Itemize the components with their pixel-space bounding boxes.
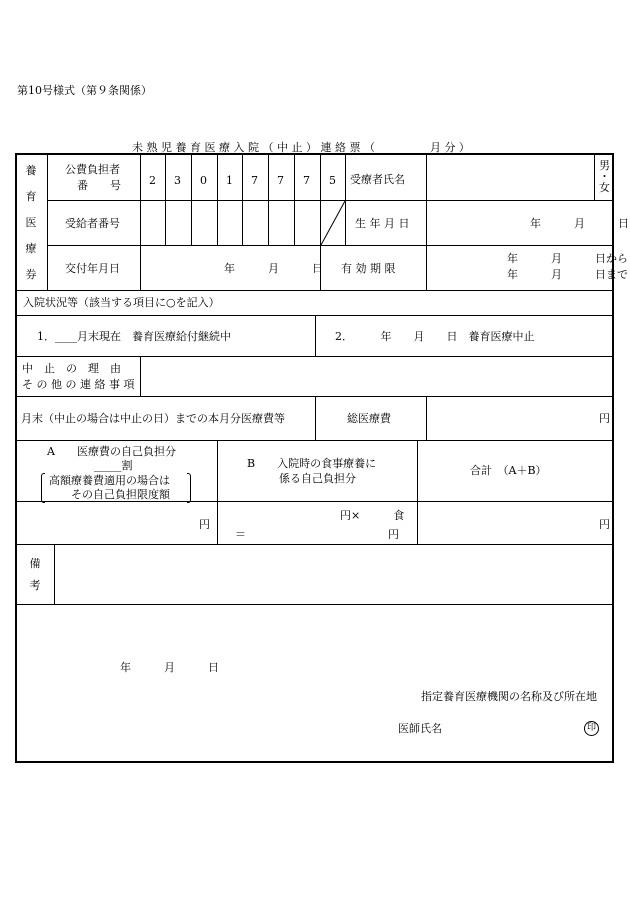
cost-a-ratio: _____割 <box>94 459 133 472</box>
seal-mark: 印 <box>584 721 599 736</box>
institution-label: 指定養育医療機関の名称及び所在地 <box>421 690 597 703</box>
cost-sum-yen: 円 <box>599 518 610 531</box>
discontinuation-reason-label: 中 止 の 理 由 <box>22 362 121 375</box>
sex-separator: ・ <box>599 170 610 183</box>
cost-a-yen: 円 <box>199 518 210 531</box>
bracket-left <box>41 473 45 503</box>
payer-digit-5: 7 <box>251 174 258 187</box>
payer-number-label: 公費負担者 <box>65 163 120 176</box>
patient-name-label: 受療者氏名 <box>350 173 405 186</box>
admission-status-heading: 入院状況等（該当する項目に○を記入） <box>23 296 220 309</box>
ticket-label-char-1: 養 <box>25 164 37 177</box>
option-continuing: 1．____月末現在 養育医療給付継続中 <box>37 330 231 343</box>
payer-digit-7: 7 <box>303 174 310 187</box>
option-discontinued: 2． 年 月 日 養育医療中止 <box>335 330 535 343</box>
payer-digit-6: 7 <box>277 174 284 187</box>
signature-date: 年 月 日 <box>120 661 219 674</box>
issue-date-value: 年 月 日 <box>224 262 323 275</box>
cost-b-meal-formula: 円× 食 <box>340 509 405 522</box>
ticket-label-char-4: 療 <box>25 242 37 255</box>
validity-to: 年 月 日まで <box>507 268 628 281</box>
notification-form <box>15 153 629 763</box>
monthly-cost-label: 月末（中止の場合は中止の日）までの本月分医療費等 <box>21 412 285 425</box>
cost-a-label: A 医療費の自己負担分 <box>47 445 176 458</box>
cost-b-yen: 円 <box>388 528 399 541</box>
sex-male: 男 <box>599 159 610 172</box>
payer-number-label-2: 番 号 <box>77 179 121 192</box>
birthdate-label: 生 年 月 日 <box>355 217 410 230</box>
cost-b-label-2: 係る自己負担分 <box>279 472 356 485</box>
ticket-label-char-3: 医 <box>25 216 37 229</box>
sex-female: 女 <box>599 181 610 194</box>
form-number-label: 第10号様式（第９条関係） <box>17 84 152 97</box>
cost-b-label: B 入院時の食事療養に <box>247 457 377 470</box>
remarks-label: 備 <box>29 557 41 570</box>
bracket-right <box>187 473 191 503</box>
validity-from: 年 月 日から <box>507 252 628 265</box>
validity-label: 有 効 期 限 <box>341 262 396 275</box>
payer-digit-2: 3 <box>174 174 181 187</box>
payer-digit-1: 2 <box>149 174 156 187</box>
ticket-label-char-5: 券 <box>25 268 37 281</box>
issue-date-label: 交付年月日 <box>65 262 120 275</box>
cost-b-equals: ＝ <box>235 528 246 541</box>
payer-digit-3: 0 <box>200 174 207 187</box>
cost-a-high-cost-note: 高額療養費適用の場合は <box>49 474 170 487</box>
total-cost-label: 総医療費 <box>347 412 391 425</box>
cost-a-limit-note: その自己負担限度額 <box>71 488 170 501</box>
form-title: 未 熟 児 養 育 医 療 入 院 （ 中 止 ） 連 絡 票 （ 月 分 ） <box>132 141 470 154</box>
cost-sum-label: 合計 （A＋B） <box>470 464 547 477</box>
remarks-label-2: 考 <box>29 579 41 592</box>
total-cost-yen: 円 <box>599 412 610 425</box>
other-notes-label: そ の 他 の 連 絡 事 項 <box>22 378 135 391</box>
payer-digit-8: 5 <box>329 174 336 187</box>
birthdate-value: 年 月 日 <box>530 217 629 230</box>
doctor-name-label: 医師氏名 <box>398 722 442 735</box>
recipient-number-label: 受給者番号 <box>65 217 120 230</box>
payer-digit-4: 1 <box>226 174 233 187</box>
recipient-number-slash <box>320 200 346 246</box>
ticket-label-char-2: 育 <box>25 190 37 203</box>
